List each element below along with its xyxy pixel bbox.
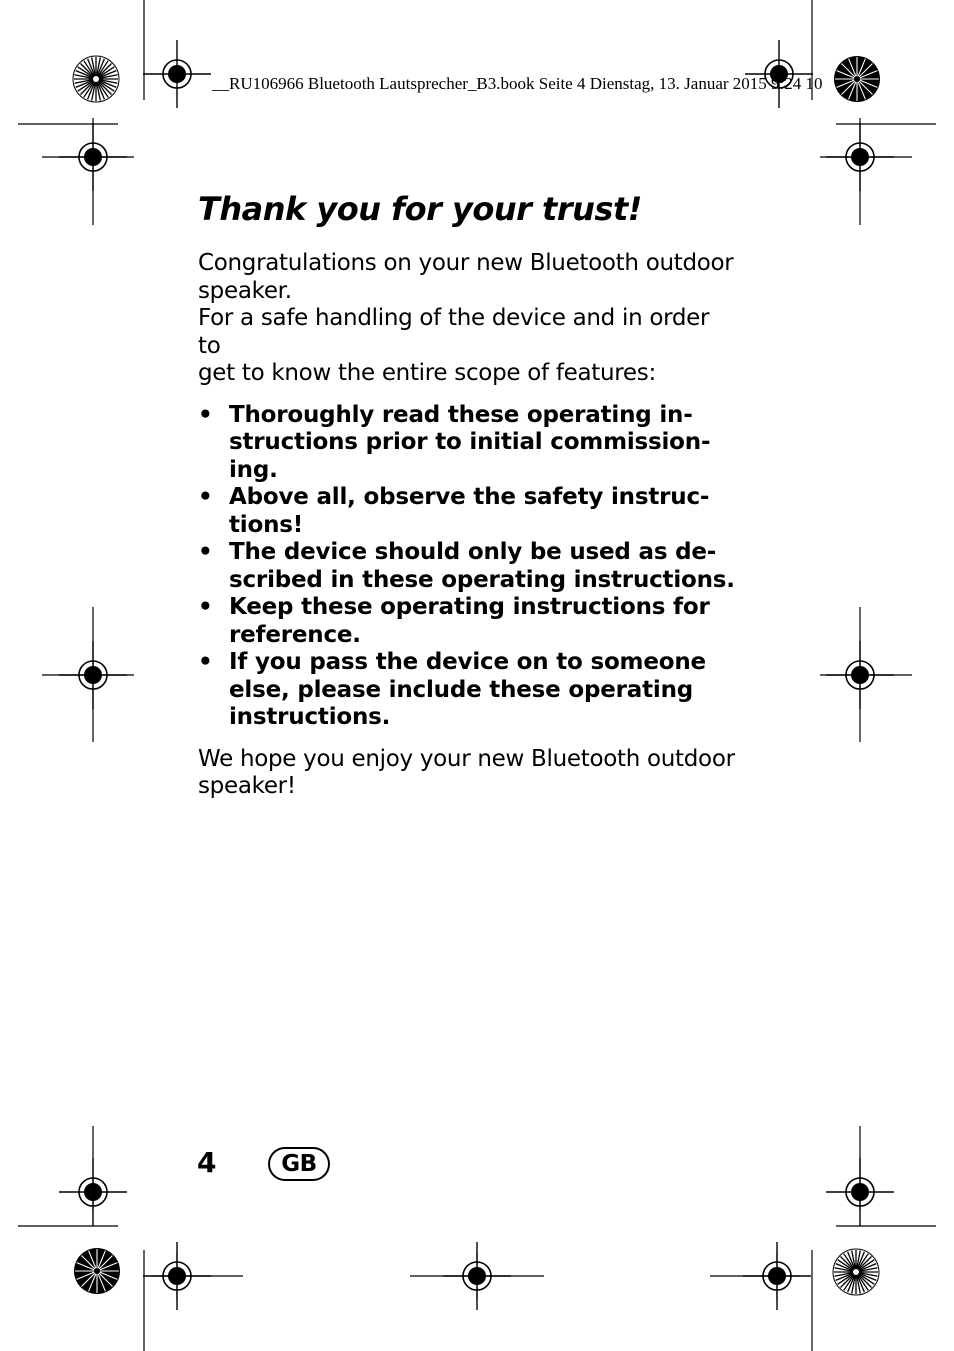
star-target-bottom-left — [74, 1248, 120, 1294]
list-item-line: tions! — [229, 511, 304, 538]
body-text — [198, 250, 738, 801]
list-item-line: Thoroughly read these operating in- — [229, 401, 693, 428]
bullet-icon: • — [198, 594, 213, 620]
list-item-line: scribed in these operating instructions. — [229, 566, 735, 593]
closing-paragraph — [198, 746, 738, 801]
intro-line: For a safe handling of the device and in order to — [198, 305, 710, 359]
list-item — [198, 402, 738, 485]
list-item-line: instructions. — [229, 704, 391, 730]
country-code-label: GB — [281, 1151, 317, 1177]
page-number: 4 — [197, 1146, 217, 1179]
bullet-icon: • — [198, 401, 213, 428]
list-item — [198, 594, 738, 649]
intro-line: speaker. — [198, 277, 292, 304]
bullet-icon: • — [198, 649, 213, 675]
list-item-line: If you pass the device on to someone — [229, 649, 706, 675]
list-item — [198, 649, 738, 732]
bullet-icon: • — [198, 484, 213, 510]
instruction-list — [198, 402, 738, 732]
intro-line: get to know the entire scope of features: — [198, 360, 656, 386]
intro-paragraph-2 — [198, 305, 738, 388]
list-item — [198, 484, 738, 539]
list-item-line: Above all, observe the safety instruc- — [229, 484, 710, 510]
list-item-line: structions prior to initial commission- — [229, 429, 711, 455]
list-item-line: else, please include these operating — [229, 676, 694, 703]
list-item — [198, 539, 738, 594]
file-info-header: __RU106966 Bluetooth Lautsprecher_B3.book Seite 4 Dienstag, 13. Januar 2015 9:24 10 — [212, 74, 823, 93]
intro-line: Congratulations on your new Bluetooth outdoor — [198, 250, 734, 276]
page-title: Thank you for your trust! — [198, 190, 642, 228]
list-item-line: The device should only be used as de- — [229, 539, 717, 565]
bullet-icon: • — [198, 539, 213, 565]
list-item-line: reference. — [229, 621, 361, 648]
list-item-line: Keep these operating instructions for — [229, 594, 710, 620]
star-target-top-left — [73, 56, 119, 102]
closing-line: We hope you enjoy your new Bluetooth outdoor — [198, 745, 735, 772]
intro-paragraph-1 — [198, 250, 738, 305]
list-item-line: ing. — [229, 456, 278, 483]
closing-line: speaker! — [198, 773, 296, 799]
star-target-bottom-right — [833, 1249, 879, 1295]
country-code-badge — [268, 1147, 330, 1181]
